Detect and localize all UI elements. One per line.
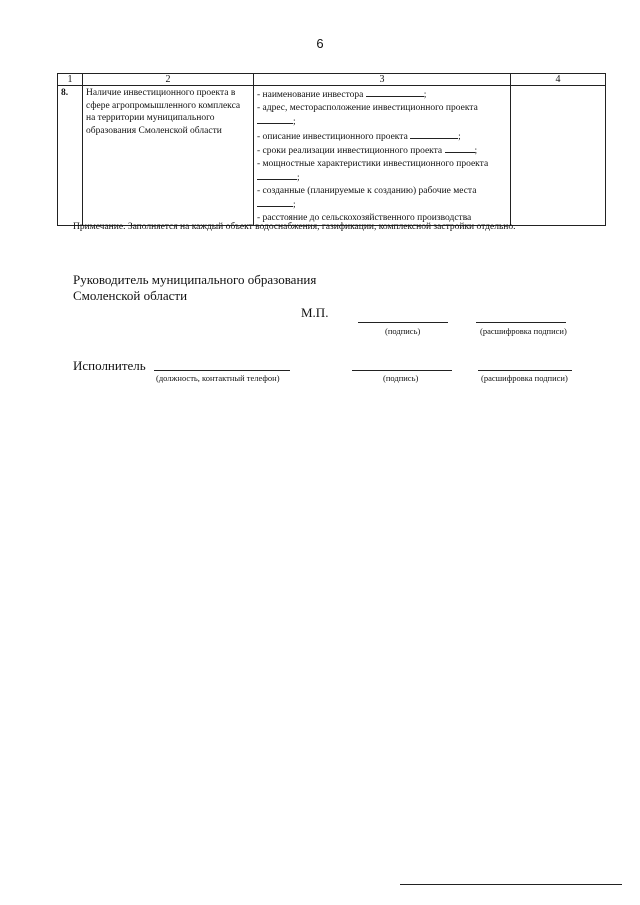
item-project-description: - описание инвестиционного проекта ; — [257, 129, 507, 144]
head-title-line1: Руководитель муниципального образования — [73, 272, 317, 287]
head-signature-line — [358, 322, 448, 323]
executor-label: Исполнитель — [73, 358, 146, 373]
column-header-2: 2 — [83, 74, 254, 86]
executor-decode-line — [478, 370, 572, 371]
head-decode-line — [476, 322, 566, 323]
item-project-terms: - сроки реализации инвестиционного проекта ; — [257, 143, 507, 158]
head-signature-caption: (подпись) — [385, 326, 421, 336]
row-items — [254, 86, 511, 226]
table-header-row — [58, 74, 606, 86]
row-description: Наличие инвестиционного проекта в сфере агропромышленного комплекса на территории муниципального образования Смоленской области — [83, 86, 254, 226]
executor-decode-caption: (расшифровка подписи) — [481, 373, 568, 383]
column-header-3: 3 — [254, 74, 511, 86]
executor-signature-caption: (подпись) — [383, 373, 419, 383]
row-col4 — [511, 86, 606, 226]
page-number: 6 — [316, 36, 324, 51]
item-distance: - расстояние до сельскохозяйственного производства — [257, 212, 472, 223]
executor-signature-line — [352, 370, 452, 371]
stamp-place: М.П. — [301, 305, 329, 320]
table-row — [58, 86, 606, 226]
executor-position-line — [154, 370, 290, 371]
item-investor-name: - наименование инвестора ; — [257, 87, 507, 102]
row-number: 8. — [58, 86, 83, 226]
item-project-address-blank: ; — [257, 114, 507, 129]
column-header-4: 4 — [511, 74, 606, 86]
form-table — [57, 73, 606, 226]
head-title-line2: Смоленской области — [73, 288, 188, 303]
table-note: Примечание. Заполняется на каждый объект водоснабжения, газификации, комплексной застройки отдельно. — [73, 222, 516, 232]
item-project-address: - адрес, месторасположение инвестиционного проекта — [257, 102, 478, 113]
column-header-1: 1 — [58, 74, 83, 86]
executor-position-caption: (должность, контактный телефон) — [156, 373, 280, 383]
item-project-capacity: - мощностные характеристики инвестиционного проекта ; — [257, 158, 489, 183]
head-decode-caption: (расшифровка подписи) — [480, 326, 567, 336]
head-title — [73, 272, 316, 304]
bottom-rule — [400, 884, 622, 885]
item-jobs-blank: ; — [257, 197, 507, 212]
item-jobs: - созданные (планируемые к созданию) рабочие места — [257, 185, 477, 196]
